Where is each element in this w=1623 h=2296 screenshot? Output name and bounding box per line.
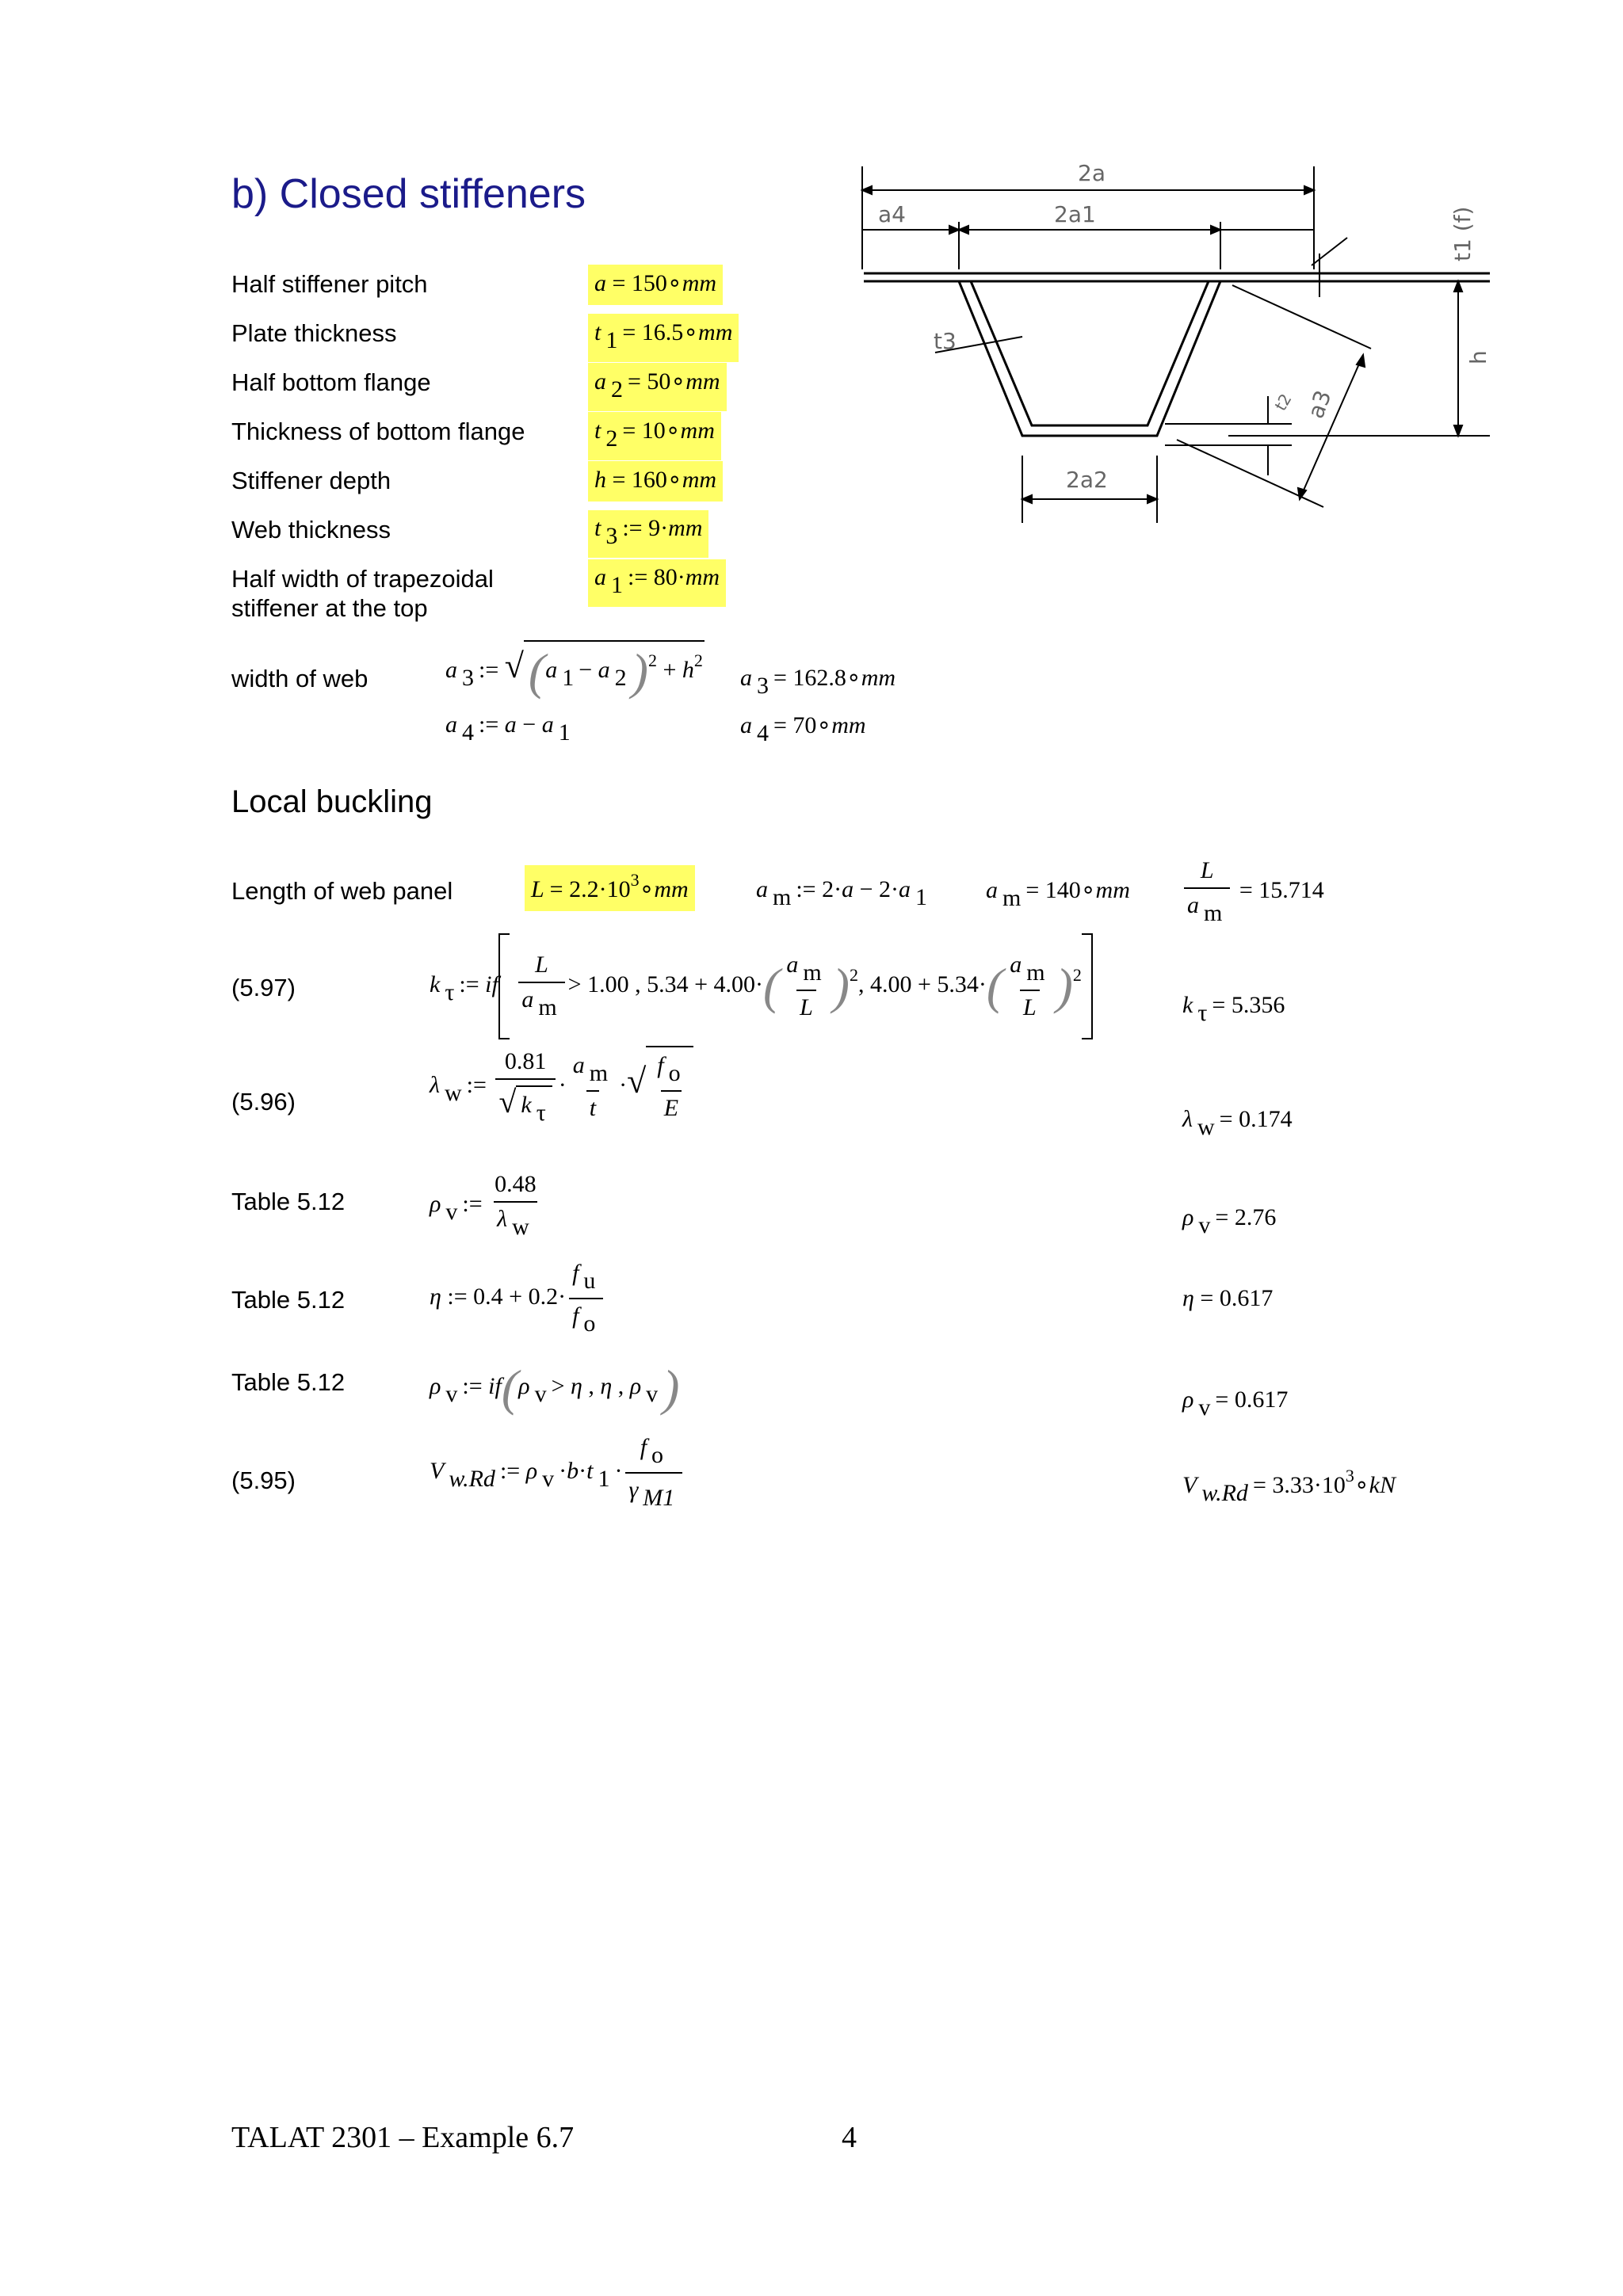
eta-result: η = 0.617	[1182, 1285, 1274, 1311]
param-label-web-thickness: Web thickness	[231, 516, 391, 543]
page-number: 4	[842, 2121, 857, 2154]
v-wrd-formula: V $_{w.Rd}$ := ρ $_v$ ·b·t $_1$ · $\frac{f _o}{\gamma _{M1}}$	[430, 1434, 685, 1512]
figure-label-a4: a4	[878, 201, 906, 227]
L-value: $L = 2.2\cdot 10^3\circ mm$	[525, 865, 695, 911]
eq-ref-5-95: (5.95)	[231, 1466, 296, 1494]
local-buckling-heading: Local buckling	[231, 784, 433, 819]
k-tau-formula: k $_\tau$ := if $\frac{L}{a _m}$ > 1.00 , 5.34 + 4.00·( $\frac{a _m}{L}$ )$^2$, 4.00 + 5.34·( $\frac{a _m}{L}$ )$^2$	[430, 933, 1093, 1039]
figure-label-2a2: 2a2	[1066, 467, 1108, 493]
param-value-t2: t $_2$ = 10∘mm	[588, 412, 721, 460]
param-value-t3: t $_3$ := 9·mm	[588, 510, 708, 558]
eta-formula: η := 0.4 + 0.2· $\frac{f _u}{f _o}$	[430, 1260, 606, 1337]
param-value-a: a = 150∘mm	[588, 265, 723, 305]
param-value-h: h = 160∘mm	[588, 461, 723, 502]
lambda-w-result: λ $_w$ = 0.174	[1182, 1106, 1293, 1140]
L-over-am: $\frac{L}{a _m}$ = 15.714	[1181, 857, 1324, 927]
a3-result: a $_3$ = 162.8∘mm	[740, 665, 896, 699]
rho-v-final-result: ρ $_v$ = 0.617	[1182, 1386, 1289, 1421]
eq-ref-table-5-12-a: Table 5.12	[231, 1188, 346, 1215]
param-label-half-bottom-flange: Half bottom flange	[231, 368, 431, 396]
a4-formula: a $_4$ := a − a $_1$	[445, 711, 571, 746]
length-web-panel-label: Length of web panel	[231, 877, 453, 905]
lambda-w-formula: λ $_w$ := $\frac{0.81}{√ k _\tau}$ · $\frac{a _m}{t}$ ·√ $\frac{f _o}{E}$	[430, 1046, 693, 1127]
param-label-stiffener-depth: Stiffener depth	[231, 467, 391, 494]
eq-ref-5-96: (5.96)	[231, 1088, 296, 1116]
am-result: a $_m$ = 140∘mm	[986, 877, 1130, 911]
figure-label-t2: t2	[1270, 390, 1296, 414]
rho-v-if-formula: ρ $_v$ := if(ρ $_v$ > η , η , ρ $_v$)	[430, 1360, 680, 1416]
figure-label-h: h	[1465, 350, 1491, 364]
figure-label-t3: t3	[934, 328, 957, 354]
a4-result: a $_4$ = 70∘mm	[740, 712, 866, 746]
param-label-half-pitch: Half stiffener pitch	[231, 270, 428, 298]
eq-ref-5-97: (5.97)	[231, 974, 296, 1001]
stiffener-cross-section-diagram	[856, 151, 1506, 531]
eq-ref-table-5-12-c: Table 5.12	[231, 1368, 346, 1396]
param-value-t1: t $_1$ = 16.5∘mm	[588, 314, 739, 362]
param-label-plate-thickness: Plate thickness	[231, 319, 397, 347]
figure-label-2a1: 2a1	[1054, 201, 1096, 227]
section-heading: b) Closed stiffeners	[231, 171, 586, 217]
eq-ref-table-5-12-b: Table 5.12	[231, 1286, 346, 1314]
figure-label-a3: a3	[1302, 387, 1337, 422]
am-formula: a $_m$ := 2·a − 2·a $_1$	[756, 876, 928, 910]
v-wrd-result: V $_{w.Rd} = 3.33\cdot 10^3\circ kN$	[1182, 1466, 1396, 1506]
figure-label-t1: t1 (f)	[1449, 206, 1476, 261]
k-tau-result: k $_\tau$ = 5.356	[1182, 992, 1285, 1026]
web-width-label: width of web	[231, 665, 369, 692]
figure-label-2a: 2a	[1078, 160, 1106, 186]
footer-title: TALAT 2301 – Example 6.7	[231, 2121, 575, 2154]
rho-v-result: ρ $_v$ = 2.76	[1182, 1204, 1277, 1238]
rho-v-formula: ρ $_v$ := $\frac{0.48}{\lambda _w}$	[430, 1171, 537, 1240]
param-value-a2: a $_2$ = 50∘mm	[588, 363, 727, 411]
param-label-half-width-top: Half width of trapezoidal stiffener at the top	[231, 565, 494, 622]
a3-formula: a $_3$ := √(a $_1$ − a $_2)^2 + h^2$	[445, 640, 705, 697]
param-value-a1: a $_1$ := 80·mm	[588, 559, 726, 607]
param-label-bottom-flange-thickness: Thickness of bottom flange	[231, 418, 525, 445]
